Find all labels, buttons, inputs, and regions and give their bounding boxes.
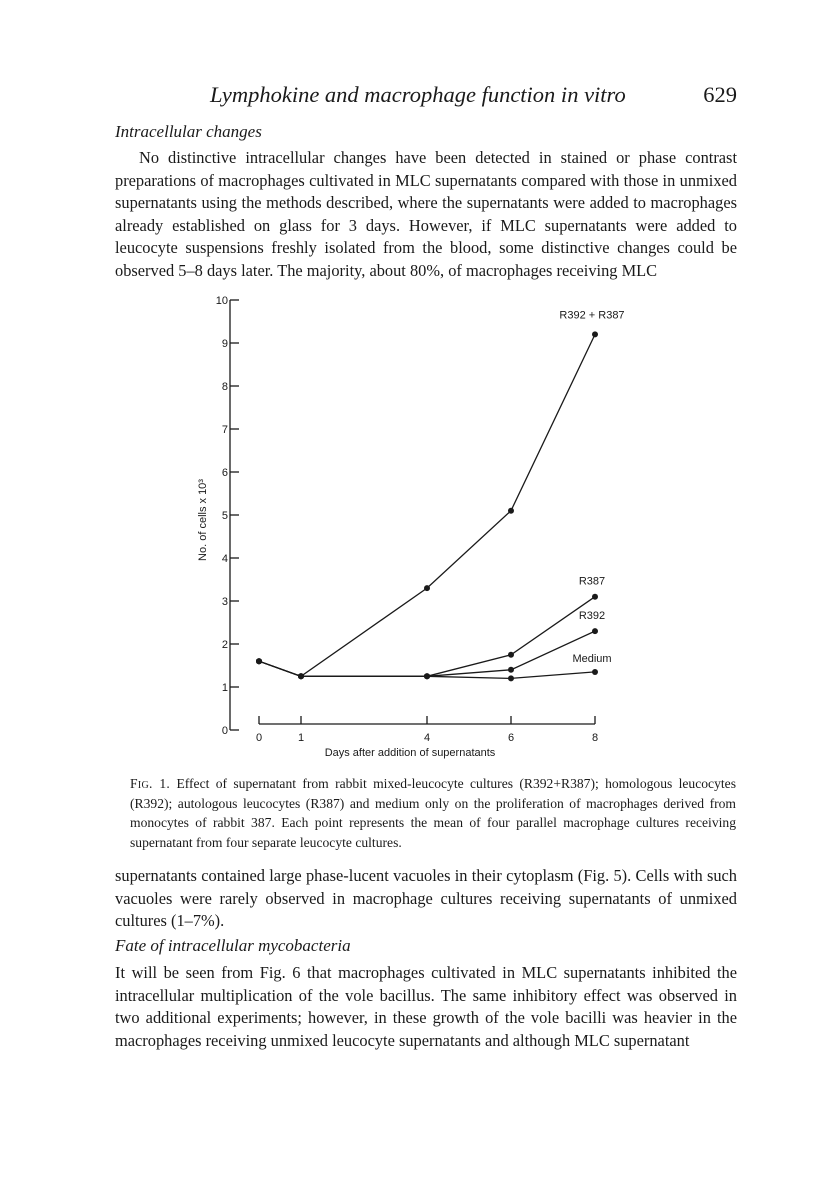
x-tick-label: 0 [255,732,263,744]
paragraph-mycobacteria: It will be seen from Fig. 6 that macrophages cultivated in MLC supernatants inhibited the intracellular multiplication of the vole bacillus. The same inhibitory effect was observed in two additional experiments; however, in these growth of the vole bacilli was heavier in the macrophages receiving unmixed leucocyte supernatants and although MLC supernatant [115,963,737,1050]
data-point [592,331,598,337]
data-point [592,594,598,600]
data-point [592,628,598,634]
section-heading-intracellular: Intracellular changes [115,122,262,141]
data-point [298,673,304,679]
y-tick-label: 7 [221,424,228,436]
data-point [508,667,514,673]
figure-1 [190,290,650,770]
chart-points [256,331,598,681]
page-number: 629 [703,82,737,107]
x-tick-label: 6 [507,732,515,744]
data-point [424,585,430,591]
y-tick-label: 5 [221,510,228,522]
y-tick-label: 3 [221,596,228,608]
series-label: R392 [578,610,606,623]
x-tick-label: 4 [423,732,431,744]
y-tick-label: 10 [215,295,228,307]
y-tick-label: 1 [221,682,228,694]
y-tick-label: 8 [221,381,228,393]
y-axis-label: No. of cells x 10³ [197,479,209,561]
data-point [256,658,262,664]
data-point [508,675,514,681]
page-header [115,82,737,112]
paragraph-continuation: supernatants contained large phase-lucent vacuoles in their cytoplasm (Fig. 5). Cells with such vacuoles were rarely observed in macrophage cultures receiving supernatants of unmixed cultures (1–7%). [115,866,737,931]
figure-caption-label: Fig. 1. [130,776,171,791]
section-heading-mycobacteria: Fate of intracellular mycobacteria [115,936,351,955]
proliferation-chart [190,290,650,770]
paragraph-intracellular: No distinctive intracellular changes have been detected in stained or phase contrast preparations of macrophages cultivated in MLC supernatants compared with those in unmixed supernatants using the methods described, where the supernatants were added to macrophages already established on glass for 3 days. However, if MLC supernatants were added to leucocyte suspensions freshly isolated from the blood, some distinctive changes could be observed 5–8 days later. The majority, about 80%, of macrophages receiving MLC [115,148,737,280]
running-title: Lymphokine and macrophage function in vitro [210,82,626,107]
data-point [424,673,430,679]
series-line [259,631,595,676]
y-tick-label: 0 [221,725,228,737]
x-axis-label: Days after addition of supernatants [324,747,496,759]
data-point [508,652,514,658]
series-line [259,334,595,676]
y-tick-label: 2 [221,639,228,651]
x-tick-label: 1 [297,732,305,744]
series-label: Medium [572,652,612,665]
figure-caption [130,774,736,852]
y-tick-label: 6 [221,467,228,479]
data-point [592,669,598,675]
x-tick-label: 8 [591,732,599,744]
y-tick-label: 9 [221,338,228,350]
series-label: R387 [578,575,606,588]
series-label: R392 + R387 [559,309,625,322]
y-tick-label: 4 [221,553,228,565]
chart-series-lines [259,334,595,678]
chart-series-labels [559,309,624,665]
series-line [259,597,595,677]
figure-caption-text: Effect of supernatant from rabbit mixed-leucocyte cultures (R392+R387); homologous leucocytes (R392); autologous leucocytes (R387) and medium only on the proliferation of macrophages derived from monocytes of rabbit 387. Each point represents the mean of four parallel macrophage cultures receiving supernatant from four separate leucocyte cultures. [130,776,736,850]
data-point [508,508,514,514]
